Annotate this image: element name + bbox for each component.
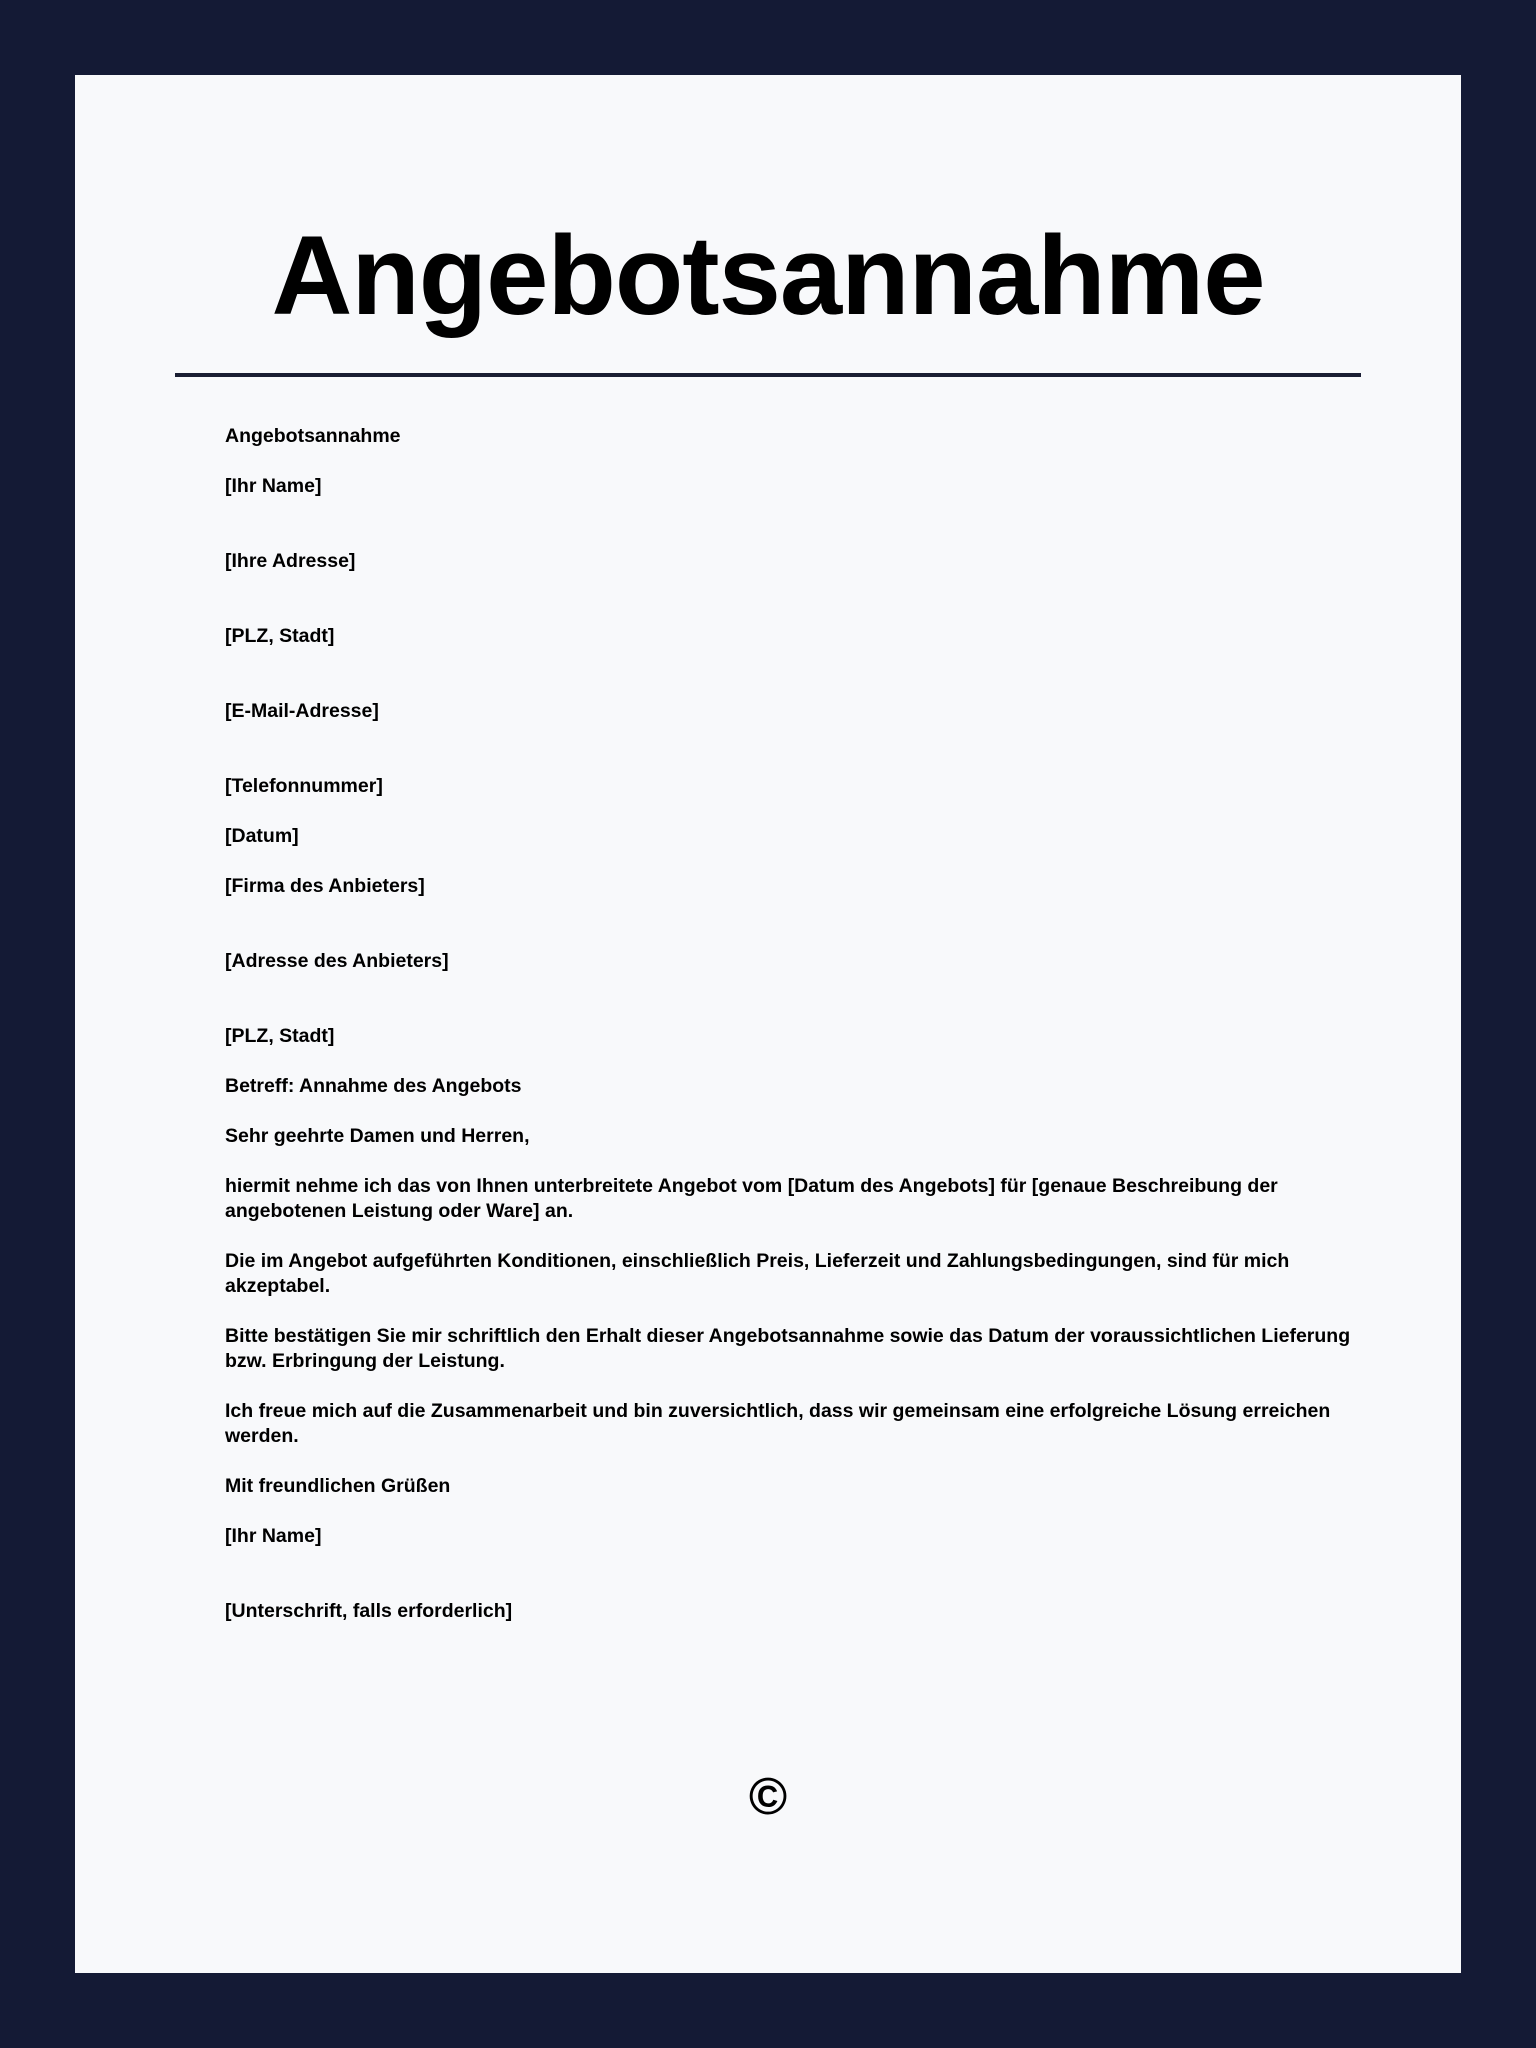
paragraph-confirmation: Bitte bestätigen Sie mir schriftlich den Erhalt dieser Angebotsannahme sowie das Datum der voraussichtlichen Lieferung bzw. Erbringung der Leistung. <box>225 1325 1351 1372</box>
salutation: Sehr geehrte Damen und Herren, <box>225 1125 530 1147</box>
recipient-address: [Adresse des Anbieters] <box>225 950 449 972</box>
recipient-city: [PLZ, Stadt] <box>225 1025 335 1047</box>
sender-email: [E-Mail-Adresse] <box>225 700 379 722</box>
sender-address: [Ihre Adresse] <box>225 550 356 572</box>
subject-line: Betreff: Annahme des Angebots <box>225 1075 522 1097</box>
sender-city: [PLZ, Stadt] <box>225 625 335 647</box>
sender-name: [Ihr Name] <box>225 475 322 497</box>
paragraph-acceptance: hiermit nehme ich das von Ihnen unterbreitete Angebot vom [Datum des Angebots] für [genaue Beschreibung der angebotenen Leistung oder Ware] an. <box>225 1175 1278 1222</box>
document-page <box>75 75 1461 1973</box>
letter-date: [Datum] <box>225 825 299 847</box>
sender-phone: [Telefonnummer] <box>225 775 383 797</box>
title-divider <box>175 373 1361 377</box>
recipient-company: [Firma des Anbieters] <box>225 875 425 897</box>
paragraph-conditions: Die im Angebot aufgeführten Konditionen, einschließlich Preis, Lieferzeit und Zahlungsbedingungen, sind für mich akzeptabel. <box>225 1250 1290 1297</box>
letter-heading: Angebotsannahme <box>225 425 401 447</box>
complimentary-close: Mit freundlichen Grüßen <box>225 1475 451 1497</box>
document-title: Angebotsannahme <box>271 213 1265 338</box>
signature-name: [Ihr Name] <box>225 1525 322 1547</box>
copyright-icon: © <box>748 1768 788 1826</box>
signature-placeholder: [Unterschrift, falls erforderlich] <box>225 1600 513 1622</box>
paragraph-closing: Ich freue mich auf die Zusammenarbeit und bin zuversichtlich, dass wir gemeinsam eine erfolgreiche Lösung erreichen werden. <box>225 1400 1331 1447</box>
